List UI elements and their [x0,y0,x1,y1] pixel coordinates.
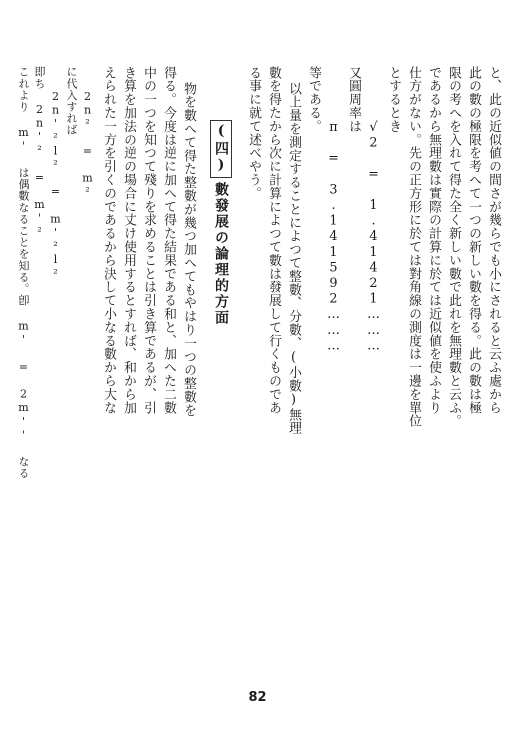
text-column: き算を加法の逆の場合に丈け使用するとすれば、和から加 [121,66,136,415]
page-number: 82 [248,690,267,705]
text-column: 又圓周率は [346,66,361,133]
section-number: (四) [210,120,232,178]
formula-line: 2n² = m² [81,90,94,199]
text-column: 以上量を測定することによつて整數、分數、(小數)無理 [286,82,301,435]
text-column: る事に就て述べやう。 [246,66,261,200]
text-column: 等である。 [306,66,321,133]
text-column: 數を得たから次に計算によつて數は發展して行くものであ [266,66,281,415]
text-column: であるから無理數は實際の計算に於ては近似値を使ふより [426,66,441,415]
formula-line: 2n'²l² = m'²l² [49,90,62,281]
text-column: えられた一方を引くのであるから決して小なる數から大な [101,66,116,415]
text-column: と、此の近似値の間さが幾らでも小にされると云ふ處から [486,66,501,415]
text-column: とするとき [386,66,401,133]
text-column: 限の考へを入れて得た全く新しい數で此れを無理數と云ふ。 [446,66,461,428]
text-column: 此の數の極限を考へて一つの新しい數を得る。此の數は極 [466,66,481,415]
formula-pi: π = 3.141592……… [326,120,341,354]
section-title: 數發展の論理的方面 [213,182,229,326]
text-column: 仕方がない。先の正方形に於ては對角線の測度は一邊を單位 [406,66,421,428]
text-column: 得る。今度は逆に加へて得た結果である和と、加へた二數 [161,66,176,415]
text-column: 即ち 2n'² = m'² [33,66,46,239]
text-column: 物を數へて得た整數が幾つ加へてもやはり一つの整數を [181,82,196,417]
text-column: 中の一つを知つて殘りを求めることは引き算であるが、引 [141,66,156,415]
section-heading [210,120,232,326]
formula-sqrt2: √2 = 1.41421……… [366,120,381,354]
text-column: これより m' は偶數なることを知る。卽 m' = 2m'' なる [17,66,30,479]
text-column: に代入すれば [65,66,78,136]
